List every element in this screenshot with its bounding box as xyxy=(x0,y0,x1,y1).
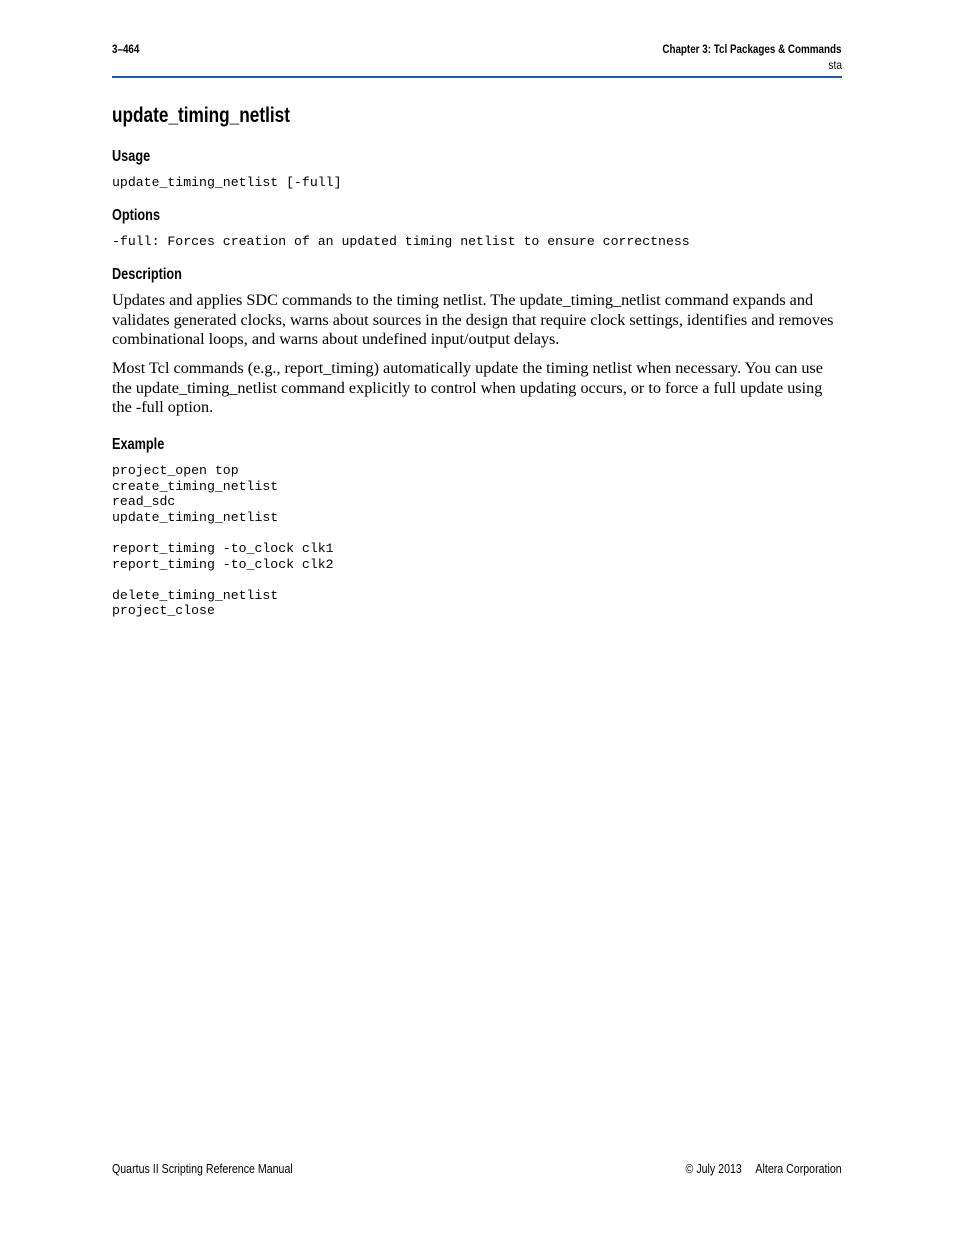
footer-right xyxy=(686,1162,842,1176)
usage-code: update_timing_netlist [-full] xyxy=(112,175,342,190)
page-header xyxy=(112,42,842,78)
example-code: project_open top create_timing_netlist read_sdc update_timing_netlist report_timing -to_clock clk1 report_timing -to_clock clk2 delete_timing_netlist project_close xyxy=(112,463,334,619)
section-name: sta xyxy=(828,58,842,72)
publication-date: © July 2013 xyxy=(685,1162,743,1176)
chapter-title: Chapter 3: Tcl Packages & Commands xyxy=(662,42,842,56)
manual-title: Quartus II Scripting Reference Manual xyxy=(112,1162,293,1176)
options-heading: Options xyxy=(112,207,161,224)
options-code: -full: Forces creation of an updated timing netlist to ensure correctness xyxy=(112,234,690,249)
description-paragraph-1: Updates and applies SDC commands to the timing netlist. The update_timing_netlist command expands and validates generated clocks, warns about sources in the design that require clock settings, identifies and removes combinational loops, and warns about undefined input/output delays. xyxy=(112,291,834,349)
page-title: update_timing_netlist xyxy=(112,104,290,127)
company-name: Altera Corporation xyxy=(755,1162,842,1176)
header-rule xyxy=(112,76,842,78)
usage-heading: Usage xyxy=(112,148,151,165)
page-number: 3–464 xyxy=(112,42,140,56)
description-paragraph-2: Most Tcl commands (e.g., report_timing) automatically update the timing netlist when necessary. You can use the update_timing_netlist command explicitly to control when updating occurs, or to force a full update using the -full option. xyxy=(112,359,823,417)
document-page xyxy=(112,0,842,1235)
example-heading: Example xyxy=(112,436,165,453)
description-heading: Description xyxy=(112,266,182,283)
